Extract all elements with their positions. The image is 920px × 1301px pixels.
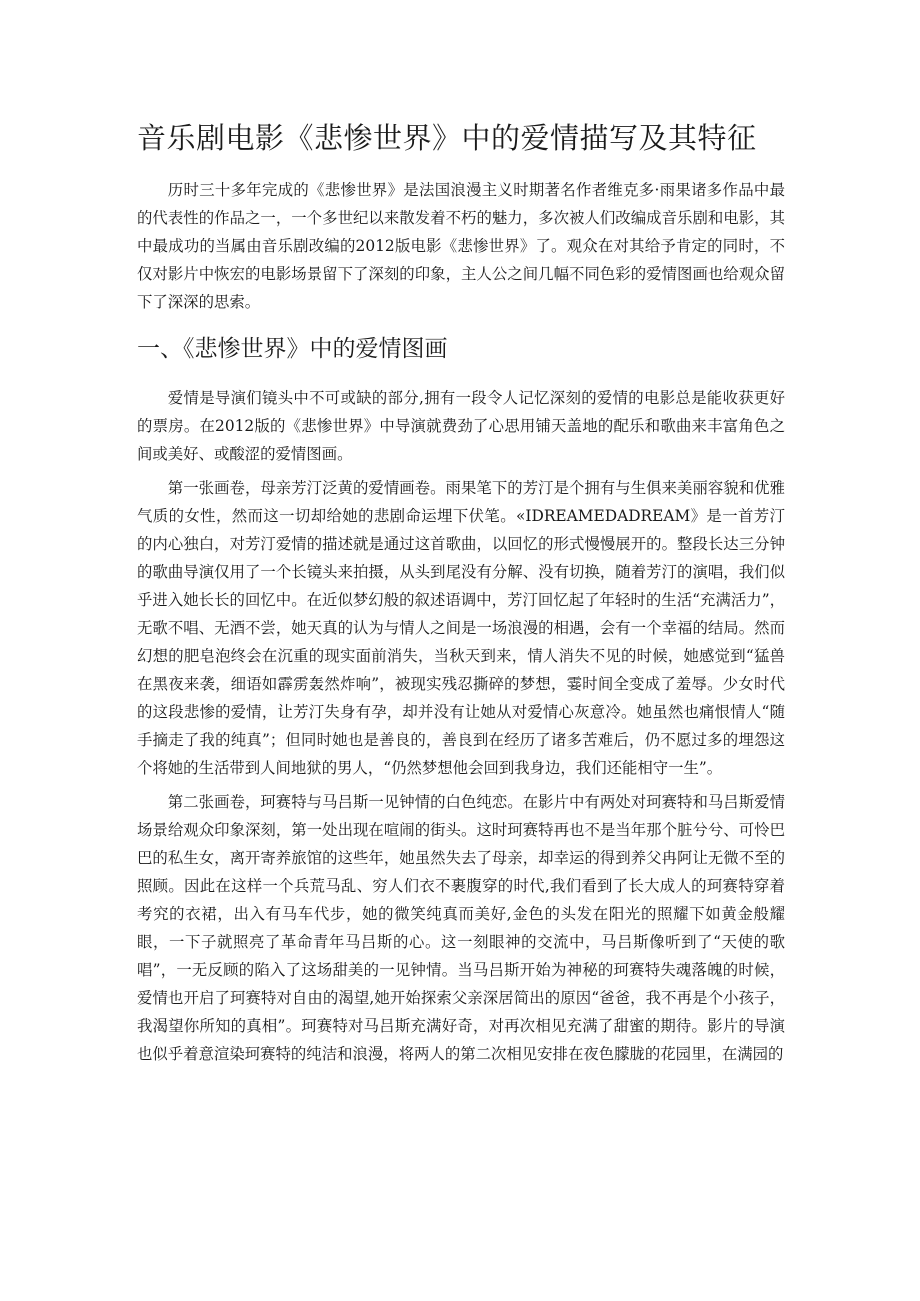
body-paragraph: 爱情是导演们镜头中不可或缺的部分,拥有一段令人记忆深刻的爱情的电影总是能收获更好的票房。在2012版的《悲惨世界》中导演就费劲了心思用铺天盖地的配乐和歌曲来丰富角色之间或美好、或酸涩的爱情图画。 [137,389,785,463]
document-title: 音乐剧电影《悲惨世界》中的爱情描写及其特征 [137,121,757,155]
document-page [137,118,785,1074]
section-heading: 一、《悲惨世界》中的爱情图画 [137,336,448,362]
body-paragraph: 第一张画卷，母亲芳汀泛黄的爱情画卷。雨果笔下的芳汀是个拥有与生俱来美丽容貌和优雅气质的女性，然而这一切却给她的悲剧命运埋下伏笔。«IDREAMEDADREAM》是一首芳汀的内心独白，对芳汀爱情的描述就是通过这首歌曲，以回忆的形式慢慢展开的。整段长达三分钟的歌曲导演仅用了一个长镜头来拍摄，从头到尾没有分解、没有切换，随着芳汀的演唱，我们似乎进入她长长的回忆中。在近似梦幻般的叙述语调中，芳汀回忆起了年轻时的生活“充满活力”，无歌不唱、无酒不尝，她天真的认为与情人之间是一场浪漫的相遇，会有一个幸福的结局。然而幻想的肥皂泡终会在沉重的现实面前消失，当秋天到来，情人消失不见的时候，她感觉到“猛兽在黑夜来袭，细语如霹雳轰然炸响”，被现实残忍撕碎的梦想，霎时间全变成了羞辱。少女时代的这段悲惨的爱情，让芳汀失身有孕，却并没有让她从对爱情心灰意冷。她虽然也痛恨情人“随手摘走了我的纯真”；但同时她也是善良的，善良到在经历了诸多苦难后，仍不愿过多的埋怨这个将她的生活带到人间地狱的男人，“仍然梦想他会回到我身边，我们还能相守一生”。 [137,479,785,777]
body-paragraph: 第二张画卷，珂赛特与马吕斯一见钟情的白色纯恋。在影片中有两处对珂赛特和马吕斯爱情场景给观众印象深刻，第一处出现在喧闹的街头。这时珂赛特再也不是当年那个脏兮兮、可怜巴巴的私生女，离开寄养旅馆的这些年，她虽然失去了母亲，却幸运的得到养父冉阿让无微不至的照顾。因此在这样一个兵荒马乱、穷人们衣不裹腹穿的时代,我们看到了长大成人的珂赛特穿着考究的衣裙，出入有马车代步，她的微笑纯真而美好,金色的头发在阳光的照耀下如黄金般耀眼，一下子就照亮了革命青年马吕斯的心。这一刻眼神的交流中，马吕斯像听到了“天使的歌唱”，一无反顾的陷入了这场甜美的一见钟情。当马吕斯开始为神秘的珂赛特失魂落魄的时候，爱情也开启了珂赛特对自由的渴望,她开始探索父亲深居简出的原因“爸爸，我不再是个小孩子，我渴望你所知的真相”。珂赛特对马吕斯充满好奇，对再次相见充满了甜蜜的期待。影片的导演也似乎着意渲染珂赛特的纯洁和浪漫，将两人的第二次相见安排在夜色朦胧的花园里，在满园的 [137,793,785,1063]
intro-paragraph: 历时三十多年完成的《悲惨世界》是法国浪漫主义时期著名作者维克多·雨果诸多作品中最的代表性的作品之一，一个多世纪以来散发着不朽的魅力，多次被人们改编成音乐剧和电影，其中最成功的当属由音乐剧改编的2012版电影《悲惨世界》了。观众在对其给予肯定的同时，不仅对影片中恢宏的电影场景留下了深刻的印象，主人公之间几幅不同色彩的爱情图画也给观众留下了深深的思索。 [137,181,785,311]
